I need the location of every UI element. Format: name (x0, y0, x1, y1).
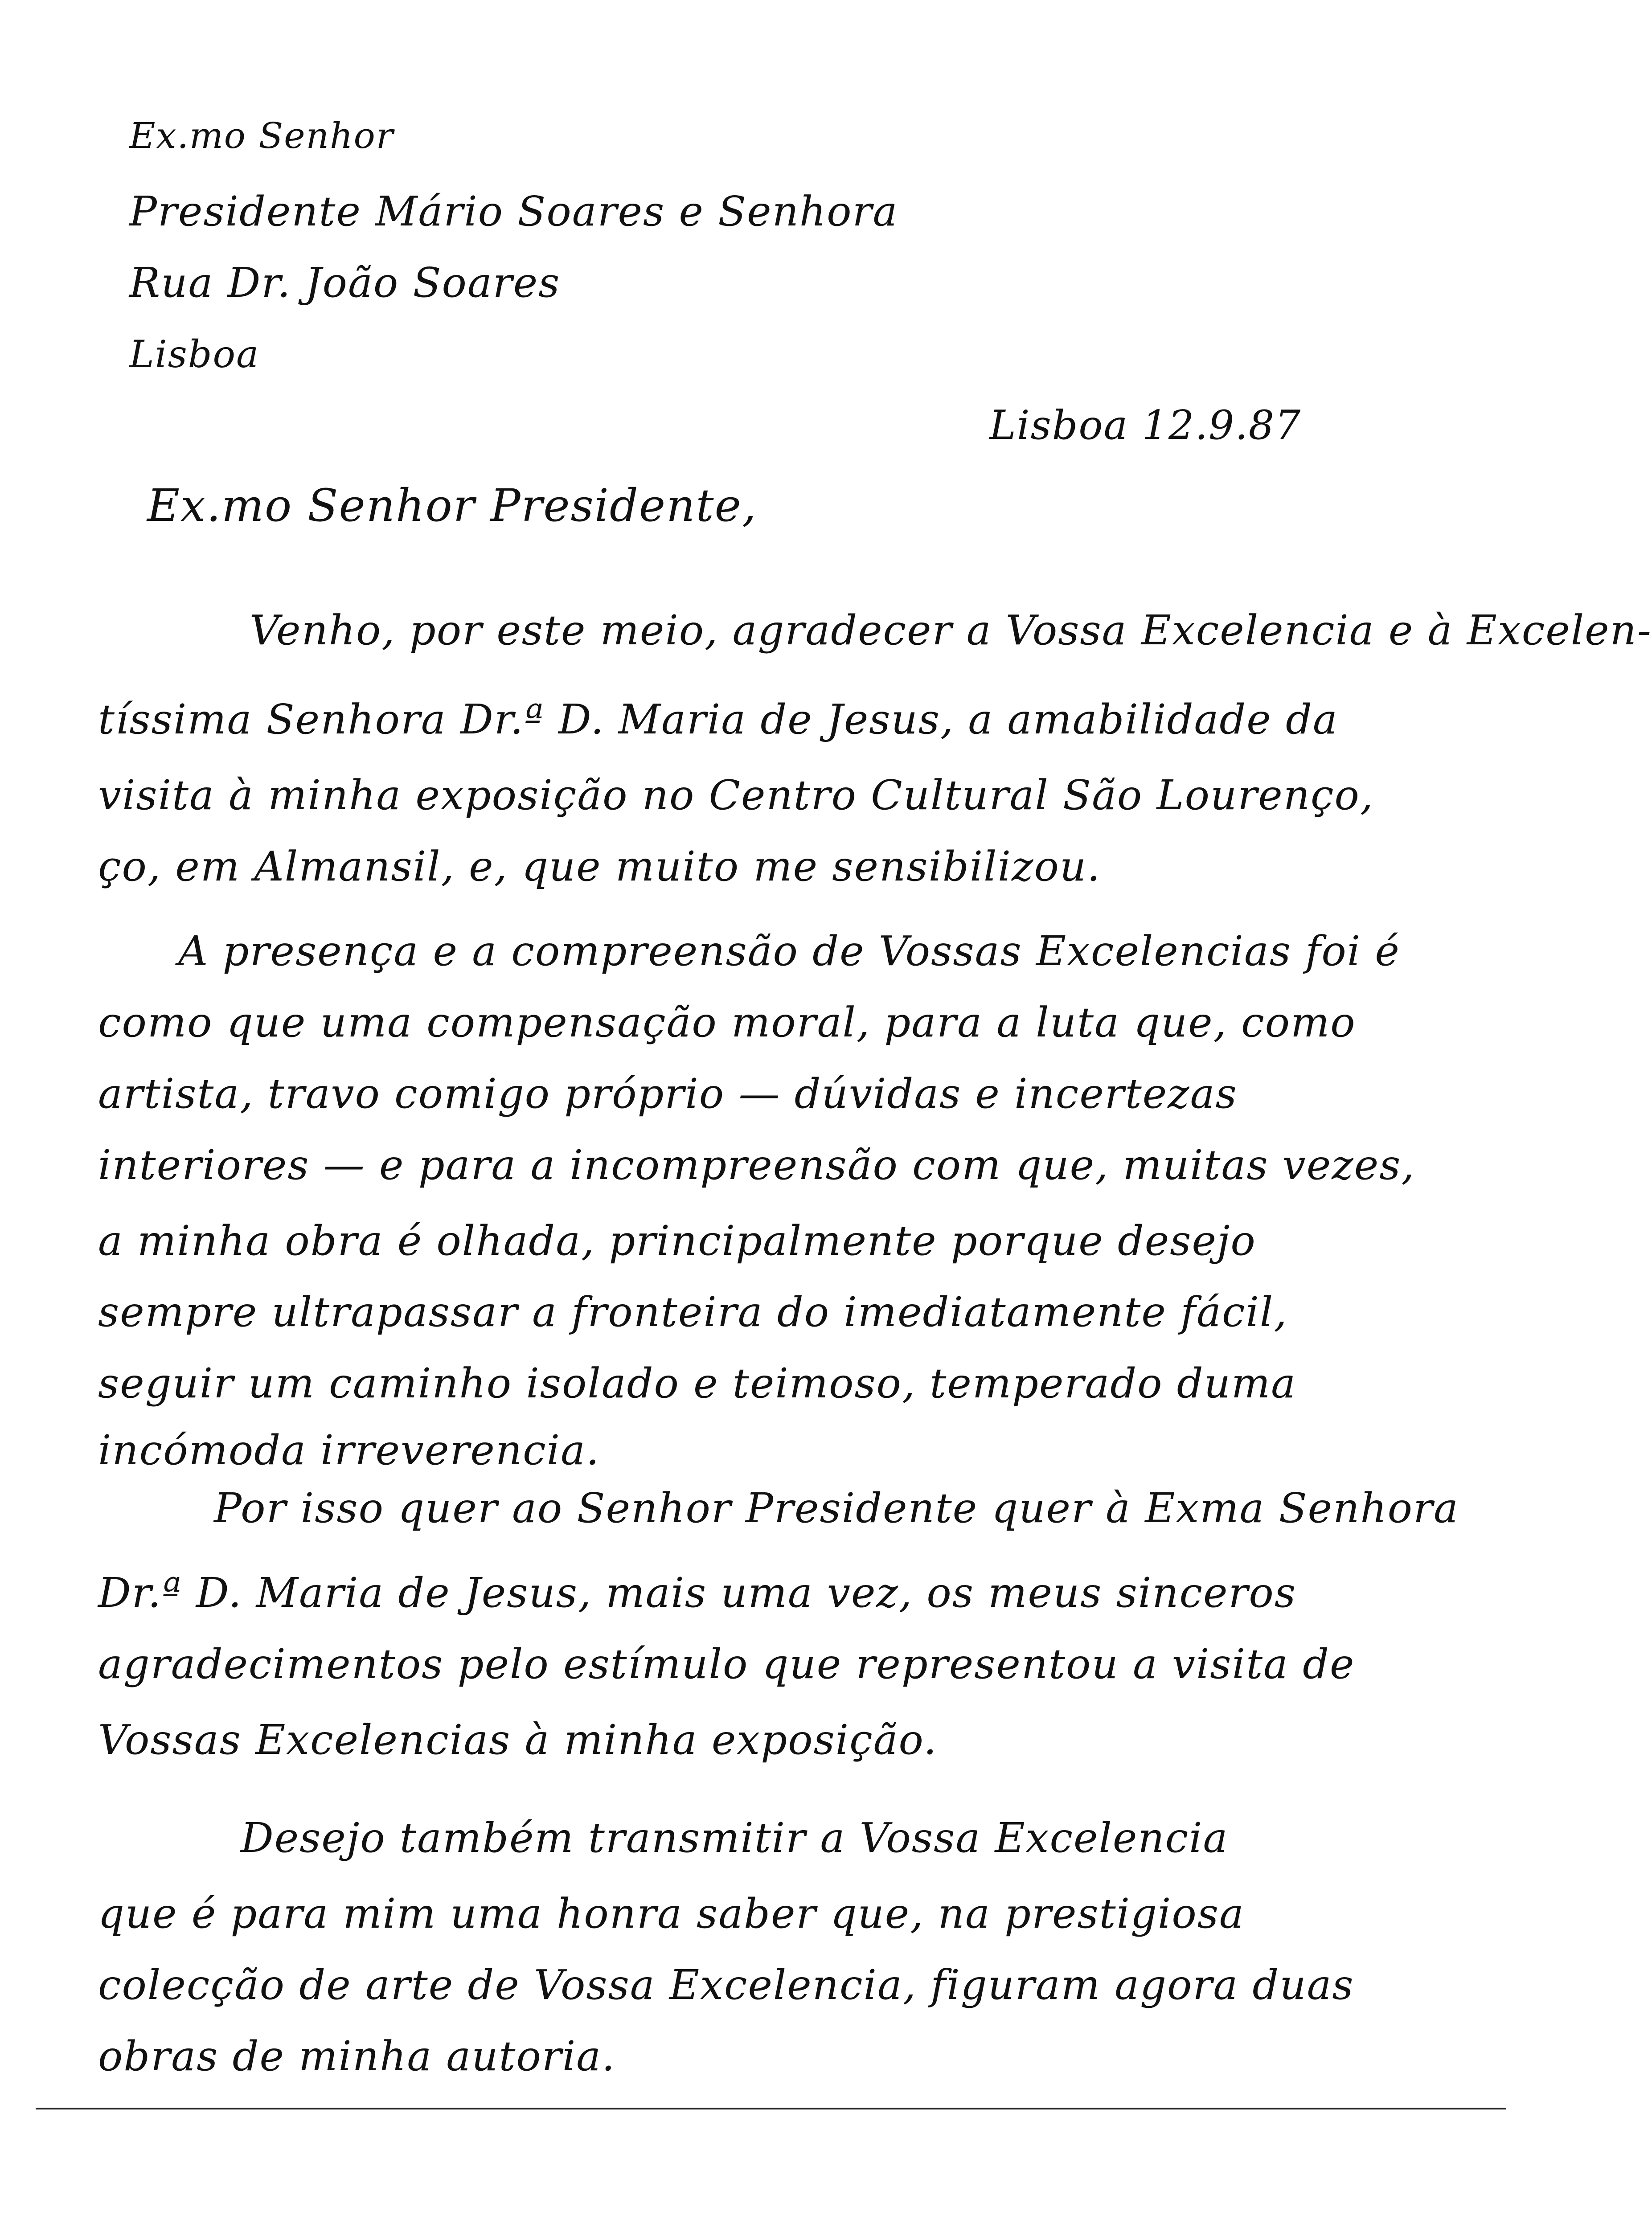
body-line: Desejo também transmitir a Vossa Excelencia (241, 1814, 1229, 1862)
recipient-city: Lisboa (129, 332, 260, 376)
body-line: artista, travo comigo próprio — dúvidas e incertezas (98, 1070, 1238, 1118)
recipient-title: Ex.mo Senhor (129, 115, 394, 156)
salutation: Ex.mo Senhor Presidente, (147, 479, 757, 532)
letter-date: Lisboa 12.9.87 (989, 402, 1302, 449)
body-line: agradecimentos pelo estímulo que representou a visita de (98, 1640, 1355, 1688)
body-line: A presença e a compreensão de Vossas Excelencias foi é (178, 927, 1400, 975)
body-line: ço, em Almansil, e, que muito me sensibilizou. (98, 843, 1101, 890)
body-line: Vossas Excelencias à minha exposição. (98, 1716, 938, 1764)
body-line: como que uma compensação moral, para a luta que, como (98, 999, 1356, 1046)
body-line: incómoda irreverencia. (98, 1426, 600, 1474)
body-line: visita à minha exposição no Centro Cultural São Lourenço, (98, 771, 1374, 819)
body-line: obras de minha autoria. (98, 2032, 616, 2080)
body-line: Dr.ª D. Maria de Jesus, mais uma vez, os meus sinceros (98, 1569, 1297, 1617)
body-line: colecção de arte de Vossa Excelencia, figuram agora duas (98, 1961, 1354, 2009)
recipient-name: Presidente Mário Soares e Senhora (129, 188, 898, 235)
body-line: interiores — e para a incompreensão com que, muitas vezes, (98, 1141, 1415, 1189)
body-line: sempre ultrapassar a fronteira do imediatamente fácil, (98, 1288, 1288, 1336)
body-line: que é para mim uma honra saber que, na prestigiosa (98, 1890, 1245, 1937)
body-line: seguir um caminho isolado e teimoso, temperado duma (98, 1360, 1297, 1407)
body-line: tíssima Senhora Dr.ª D. Maria de Jesus, a amabilidade da (98, 696, 1338, 743)
recipient-street: Rua Dr. João Soares (129, 259, 561, 307)
body-line: Venho, por este meio, agradecer a Vossa Excelencia e à Excelen- (250, 606, 1652, 654)
body-line: Por isso quer ao Senhor Presidente quer à Exma Senhora (214, 1484, 1459, 1532)
body-line: a minha obra é olhada, principalmente porque desejo (98, 1217, 1256, 1265)
horizontal-rule (36, 2108, 1506, 2109)
